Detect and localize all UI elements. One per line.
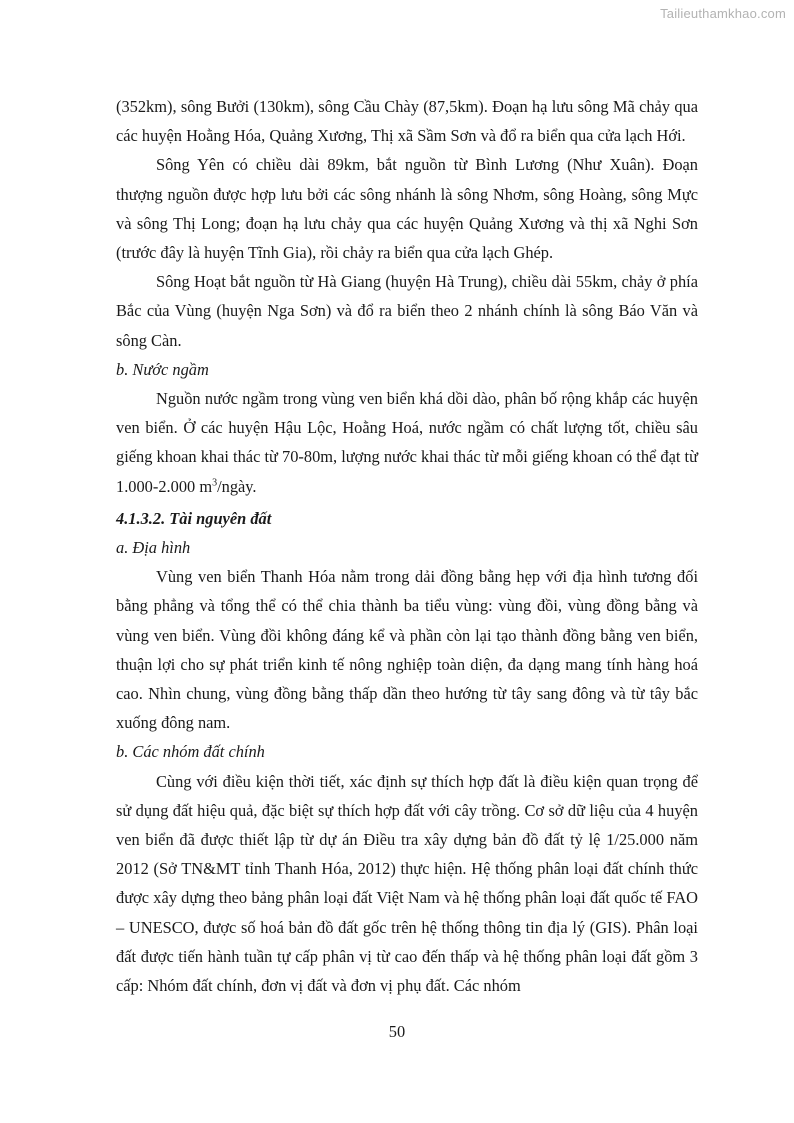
paragraph-river-hoat: Sông Hoạt bắt nguồn từ Hà Giang (huyện Hà Trung), chiều dài 55km, chảy ở phía Bắc của Vùng (huyện Nga Sơn) và đổ ra biển theo 2 nhánh chính là sông Báo Văn và sông Càn.: [116, 272, 698, 350]
paragraph-river-yen: Sông Yên có chiều dài 89km, bắt nguồn từ Bình Lương (Như Xuân). Đoạn thượng nguồn được hợp lưu bởi các sông nhánh là sông Nhơm, sông Hoàng, sông Mực và sông Thị Long; đoạn hạ lưu chảy qua các huyện Quảng Xương và thị xã Nghi Sơn (trước đây là huyện Tĩnh Gia), rồi chảy ra biển qua cửa lạch Ghép.: [116, 155, 698, 263]
groundwater-unit-end: /ngày.: [217, 476, 257, 496]
paragraph-terrain: Vùng ven biển Thanh Hóa nằm trong dải đồng bằng hẹp với địa hình tương đối bằng phẳng và tổng thể có thể chia thành ba tiểu vùng: vùng đồi, vùng đồng bằng và vùng ven biển. Vùng đồi không đáng kể và phần còn lại tạo thành đồng bằng ven biển, thuận lợi cho sự phát triển kinh tế nông nghiệp toàn diện, đa dạng mang tính hàng hoá cao. Nhìn chung, vùng đồng bằng thấp dần theo hướng từ tây sang đông và từ tây bắc xuống đông nam.: [116, 567, 698, 733]
page-number: 50: [388, 1022, 406, 1041]
subheading-groundwater: b. Nước ngầm: [116, 359, 209, 379]
paragraph-river-ma-continued: (352km), sông Bưởi (130km), sông Cầu Chày (87,5km). Đoạn hạ lưu sông Mã chảy qua các huyện Hoằng Hóa, Quảng Xương, Thị xã Sầm Sơn và đổ ra biển qua cửa lạch Hới.: [116, 97, 698, 146]
document-body: [116, 92, 698, 1000]
paragraph-groundwater: [116, 384, 698, 501]
subheading-terrain: a. Địa hình: [116, 538, 191, 558]
groundwater-text: Nguồn nước ngầm trong vùng ven biển khá dồi dào, phân bố rộng khắp các huyện ven biển. Ở các huyện Hậu Lộc, Hoằng Hoá, nước ngầm có chất lượng tốt, chiều sâu giếng khoan khai thác từ 70-80m, lượng nước khai thác từ mỗi giếng khoan có thể đạt từ 1.000-2.000 m: [116, 389, 698, 496]
watermark: Tailieuthamkhao.com: [660, 6, 786, 21]
unit-superscript: 3: [212, 477, 218, 489]
paragraph-soil-groups: Cùng với điều kiện thời tiết, xác định sự thích hợp đất là điều kiện quan trọng để sử dụng đất hiệu quả, đặc biệt sự thích hợp đất với cây trồng. Cơ sở dữ liệu của 4 huyện ven biển đã được thiết lập từ dự án Điều tra xây dựng bản đồ đất tỷ lệ 1/25.000 năm 2012 (Sở TN&MT tỉnh Thanh Hóa, 2012) thực hiện. Hệ thống phân loại đất chính thức được xây dựng theo bảng phân loại đất Việt Nam và hệ thống phân loại đất quốc tế FAO – UNESCO, được số hoá bản đồ đất gốc trên hệ thống thông tin địa lý (GIS). Phân loại đất được tiến hành tuần tự cấp phân vị từ cao đến thấp và hệ thống phân loại đất gồm 3 cấp: Nhóm đất chính, đơn vị đất và đơn vị phụ đất. Các nhóm: [116, 771, 698, 996]
section-heading-land-resources: 4.1.3.2. Tài nguyên đất: [116, 508, 272, 528]
subheading-soil-groups: b. Các nhóm đất chính: [116, 742, 265, 762]
